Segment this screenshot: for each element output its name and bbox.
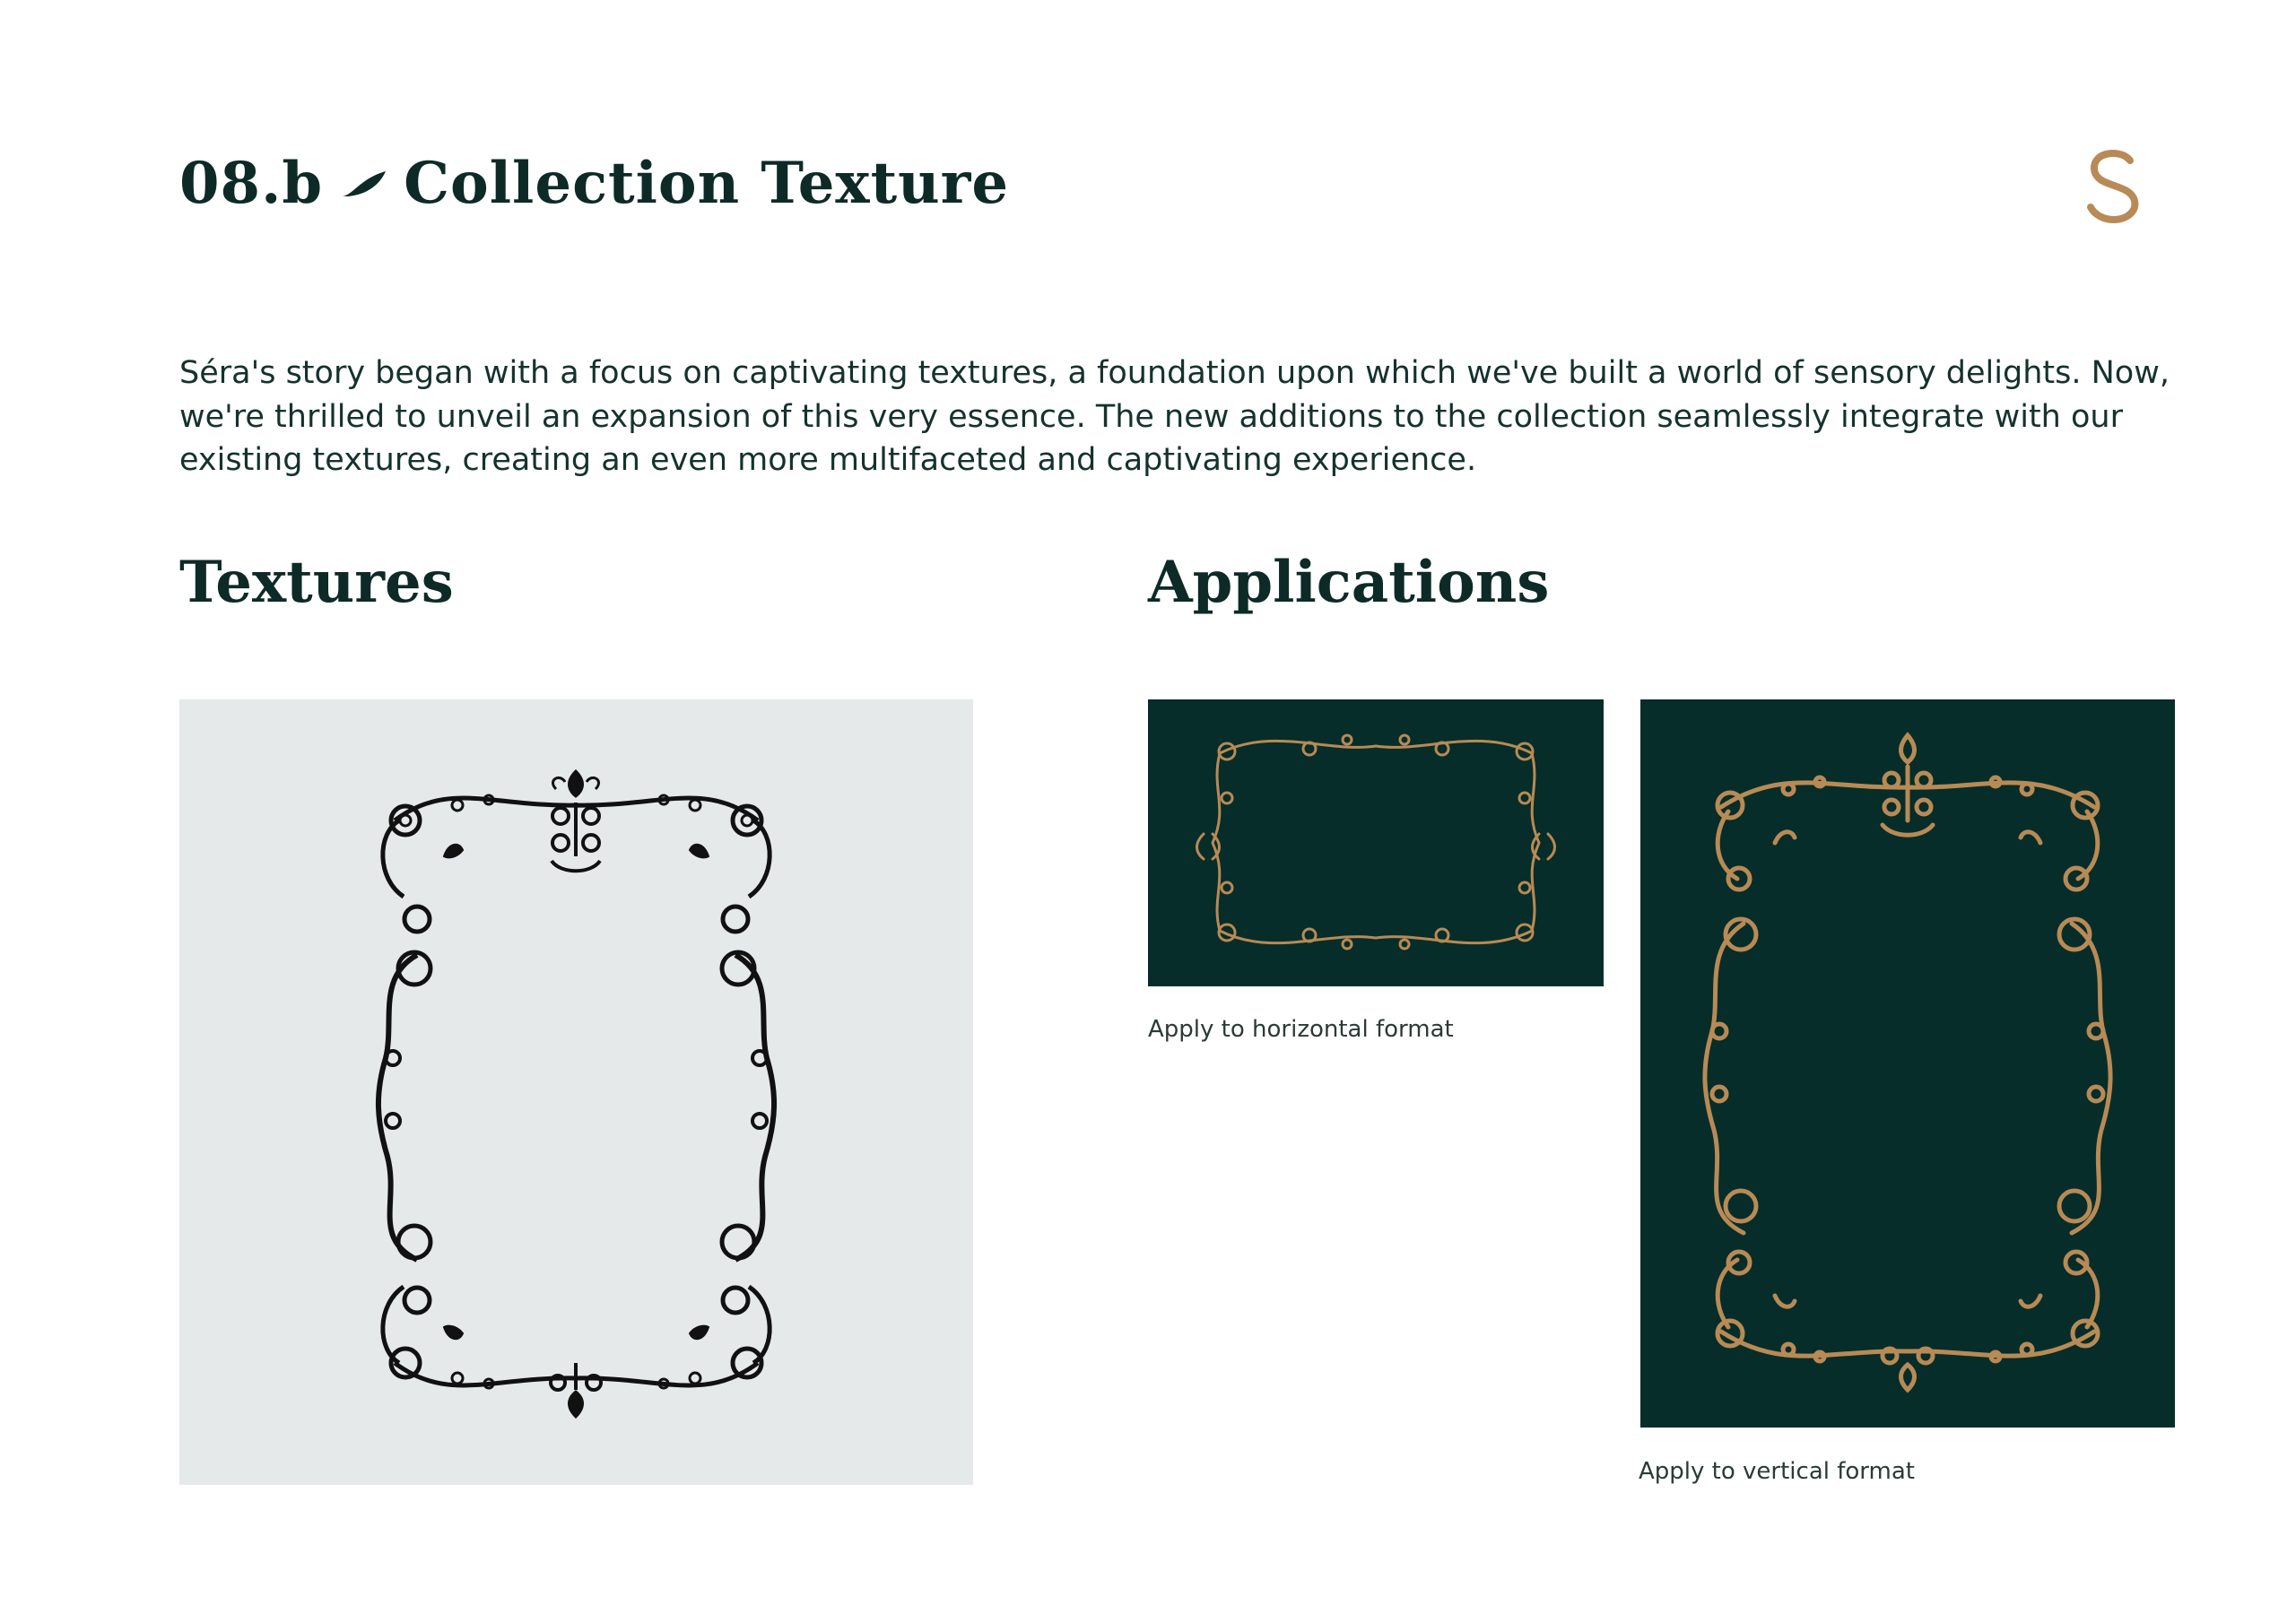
texture-preview-panel [179, 699, 973, 1485]
brand-logo-icon [2085, 148, 2143, 223]
horizontal-application-preview [1148, 699, 1604, 986]
title-section-number: 08.b [179, 150, 324, 217]
horizontal-format-caption: Apply to horizontal format [1148, 1016, 1454, 1043]
applications-heading: Applications [1148, 549, 1550, 616]
ornament-frame-illustration [179, 699, 973, 1485]
gold-ornament-vertical-illustration [1640, 699, 2175, 1428]
intro-paragraph: Séra's story began with a focus on captivating textures, a foundation upon which we've built a world of sensory delights. Now, we're thrilled to unveil an expansion of this very essence. The new additions to the collection seamlessly integrate with our existing textures, creating an even more multifaceted and captivating experience. [179, 355, 2170, 478]
vertical-format-caption: Apply to vertical format [1639, 1458, 1915, 1485]
title-text: Collection Texture [404, 150, 1010, 217]
page-title [179, 143, 1009, 224]
gold-ornament-horizontal-illustration [1148, 699, 1604, 986]
leaf-icon [341, 168, 387, 200]
vertical-application-preview [1640, 699, 2175, 1428]
textures-heading: Textures [179, 549, 454, 616]
